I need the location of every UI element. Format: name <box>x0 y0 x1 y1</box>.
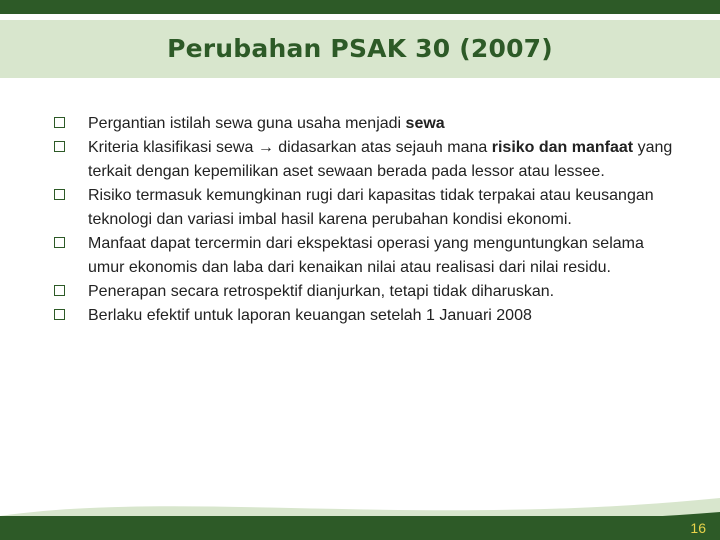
bullet-item <box>54 112 674 136</box>
bullet-text: Berlaku efektif untuk laporan keuangan setelah 1 Januari 2008 <box>88 307 532 324</box>
slide-title: Perubahan PSAK 30 (2007) <box>167 34 553 63</box>
bullet-item <box>54 232 674 280</box>
bullet-text: Kriteria klasifikasi sewa → didasarkan atas sejauh mana <box>88 139 492 156</box>
page-number: 16 <box>690 520 706 536</box>
checkbox-bullet-icon <box>54 141 65 152</box>
bullet-text: Pergantian istilah sewa guna usaha menjadi <box>88 115 406 132</box>
checkbox-bullet-icon <box>54 117 65 128</box>
bullet-list <box>54 112 674 328</box>
bullet-text: yang terkait dengan kepemilikan aset sewaan berada pada lessor atau lessee. <box>88 139 673 180</box>
checkbox-bullet-icon <box>54 189 65 200</box>
bullet-item <box>54 280 674 304</box>
checkbox-bullet-icon <box>54 237 65 248</box>
checkbox-bullet-icon <box>54 285 65 296</box>
bullet-text: Risiko termasuk kemungkinan rugi dari kapasitas tidak terpakai atau keusangan teknologi dan variasi imbal hasil karena perubahan kondisi ekonomi. <box>88 187 654 228</box>
checkbox-bullet-icon <box>54 309 65 320</box>
bullet-item <box>54 184 674 232</box>
bottom-band <box>0 516 720 540</box>
bullet-text: Manfaat dapat tercermin dari ekspektasi operasi yang menguntungkan selama umur ekonomis dan laba dari kenaikan nilai atau realisasi dari nilai residu. <box>88 235 644 276</box>
bullet-item <box>54 304 674 328</box>
top-accent-bar <box>0 0 720 14</box>
bullet-text: sewa <box>405 115 445 132</box>
bullet-text: Penerapan secara retrospektif dianjurkan, tetapi tidak diharuskan. <box>88 283 555 300</box>
bullet-text: risiko dan manfaat <box>491 139 634 156</box>
bullet-item <box>54 136 674 184</box>
